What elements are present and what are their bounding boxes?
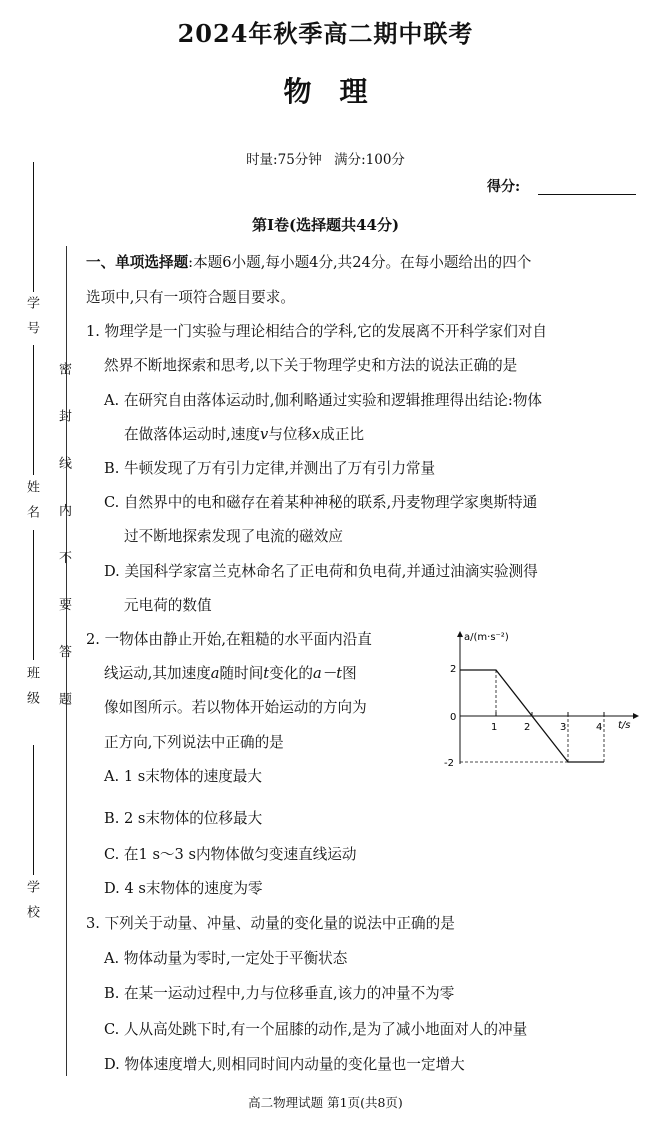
exam-meta — [0, 148, 651, 168]
q3-option-b[interactable]: B. 在某一运动过程中,力与位移垂直,该力的冲量不为零 — [104, 985, 455, 1002]
q1-option-c[interactable]: C. 自然界中的电和磁存在着某种神秘的联系,丹麦物理学家奥斯特通 — [104, 494, 538, 511]
q1-stem-2: 然界不断地探索和思考,以下关于物理学史和方法的说法正确的是 — [104, 357, 518, 374]
q1-option-a[interactable]: A. 在研究自由落体运动时,伽利略通过实验和逻辑推理得出结论:物体 — [104, 392, 543, 409]
q2-option-c[interactable]: C. 在1 s～3 s内物体做匀变速直线运动 — [104, 846, 357, 863]
q3-option-a[interactable]: A. 物体动量为零时,一定处于平衡状态 — [104, 950, 348, 967]
part-instructions: 一、单项选择题:本题6小题,每小题4分,共24分。在每小题给出的四个 — [86, 254, 532, 271]
q1-stem: 1. 物理学是一门实验与理论相结合的学科,它的发展离不开科学家们对自 — [86, 323, 548, 340]
score-blank[interactable] — [538, 194, 636, 195]
q2-stem-4: 正方向,下列说法中正确的是 — [104, 734, 284, 751]
q2-option-d[interactable]: D. 4 s末物体的速度为零 — [104, 880, 263, 897]
student-id-label: 学号 — [24, 296, 39, 346]
q3-option-c[interactable]: C. 人从高处跳下时,有一个屈膝的动作,是为了减小地面对人的冲量 — [104, 1021, 528, 1038]
q2-stem-3: 像如图所示。若以物体开始运动的方向为 — [104, 699, 367, 716]
exam-title: 2024年秋季高二期中联考 — [177, 19, 474, 48]
x-tick-3: 3 — [560, 722, 567, 733]
binding-notice: 密 封 线 内 不 要 答 题 — [56, 362, 71, 720]
name-label: 姓名 — [24, 480, 39, 530]
part-instructions-2: 选项中,只有一项符合题目要求。 — [86, 289, 295, 306]
y-tick-neg2: -2 — [444, 758, 454, 769]
name-blank[interactable] — [33, 345, 34, 475]
q2-stem: 2. 一物体由静止开始,在粗糙的水平面内沿直 — [86, 631, 372, 648]
q2-stem-2: 线运动,其加速度a随时间t变化的a－t图 — [104, 665, 357, 682]
y-tick-0: 0 — [450, 712, 457, 723]
score-label: 得分: — [487, 179, 521, 195]
section-title: 第Ⅰ卷(选择题共44分) — [251, 216, 400, 234]
full-score: 满分:100分 — [334, 152, 405, 168]
a-t-chart — [442, 628, 642, 778]
q2-option-a[interactable]: A. 1 s末物体的速度最大 — [104, 768, 262, 785]
y-axis-label: a/(m·s⁻²) — [464, 632, 509, 643]
class-label: 班级 — [24, 666, 39, 716]
q1-option-a-2: 在做落体运动时,速度v与位移x成正比 — [124, 426, 365, 443]
part-label: 一、单项选择题 — [86, 254, 189, 271]
q1-option-d-2: 元电荷的数值 — [124, 597, 212, 614]
y-tick-2: 2 — [450, 664, 457, 675]
class-blank[interactable] — [33, 530, 34, 660]
q2-option-b[interactable]: B. 2 s末物体的位移最大 — [104, 810, 263, 827]
subject-title: 物理 — [283, 75, 396, 108]
q1-option-c-2: 过不断地探索发现了电流的磁效应 — [124, 528, 343, 545]
x-tick-1: 1 — [491, 722, 498, 733]
student-id-blank[interactable] — [33, 162, 34, 292]
school-label: 学校 — [24, 880, 39, 930]
x-axis-label: t/s — [618, 720, 631, 731]
x-tick-2: 2 — [524, 722, 531, 733]
x-tick-4: 4 — [596, 722, 603, 733]
q1-option-b[interactable]: B. 牛顿发现了万有引力定律,并测出了万有引力常量 — [104, 460, 436, 477]
q3-option-d[interactable]: D. 物体速度增大,则相同时间内动量的变化量也一定增大 — [104, 1056, 465, 1073]
q3-stem: 3. 下列关于动量、冲量、动量的变化量的说法中正确的是 — [86, 915, 455, 932]
time-limit: 时量:75分钟 — [246, 152, 322, 168]
school-blank[interactable] — [33, 745, 34, 875]
page-footer: 高二物理试题 第1页(共8页) — [248, 1095, 403, 1110]
q1-option-d[interactable]: D. 美国科学家富兰克林命名了正电荷和负电荷,并通过油滴实验测得 — [104, 563, 538, 580]
